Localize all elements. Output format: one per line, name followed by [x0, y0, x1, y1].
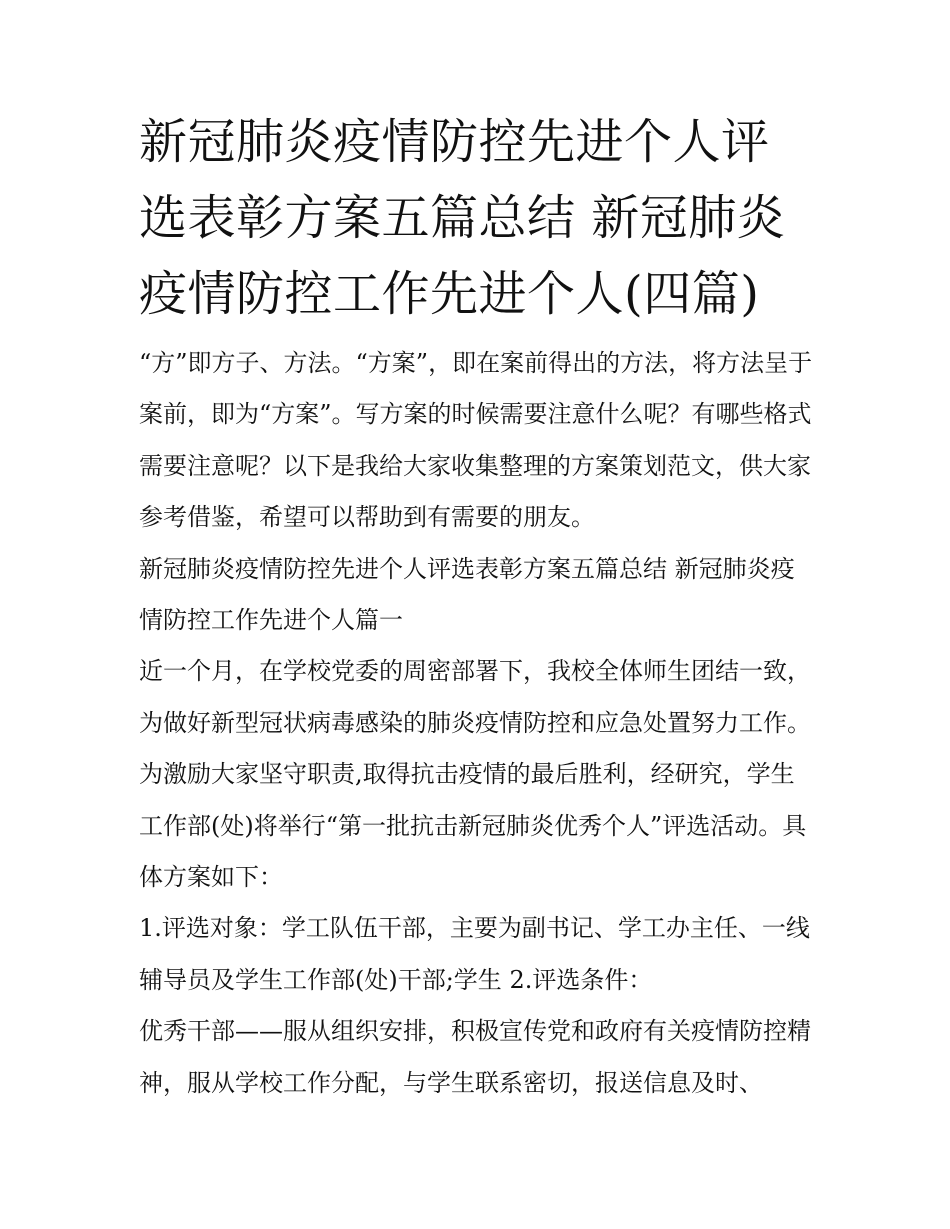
document-content — [139, 104, 817, 1109]
section-heading: 新冠肺炎疫情防控先进个人评选表彰方案五篇总结 新冠肺炎疫情防控工作先进个人篇一 — [139, 554, 795, 635]
body-paragraph: 优秀干部——服从组织安排，积极宣传党和政府有关疫情防控精神，服从学校工作分配，与学生联系密切，报送信息及时、 — [139, 1017, 811, 1097]
list-item: 1.评选对象：学工队伍干部，主要为副书记、学工办主任、一线辅导员及学生工作部(处)干部;学生 2.评选条件： — [139, 914, 810, 994]
document-body — [139, 338, 817, 1109]
intro-paragraph: “方”即方子、方法。“方案”，即在案前得出的方法，将方法呈于案前，即为“方案”。写方案的时候需要注意什么呢？有哪些格式需要注意呢？以下是我给大家收集整理的方案策划范文，供大家参考借鉴，希望可以帮助到有需要的朋友。 — [139, 349, 813, 532]
document-title: 新冠肺炎疫情防控先进个人评选表彰方案五篇总结 新冠肺炎疫情防控工作先进个人(四篇) — [139, 114, 786, 322]
body-paragraph: 近一个月，在学校党委的周密部署下，我校全体师生团结一致，为做好新型冠状病毒感染的肺炎疫情防控和应急处置努力工作。为激励大家坚守职责,取得抗击疫情的最后胜利，经研究，学生工作部(处)将举行“第一批抗击新冠肺炎优秀个人”评选活动。具体方案如下： — [139, 657, 811, 892]
